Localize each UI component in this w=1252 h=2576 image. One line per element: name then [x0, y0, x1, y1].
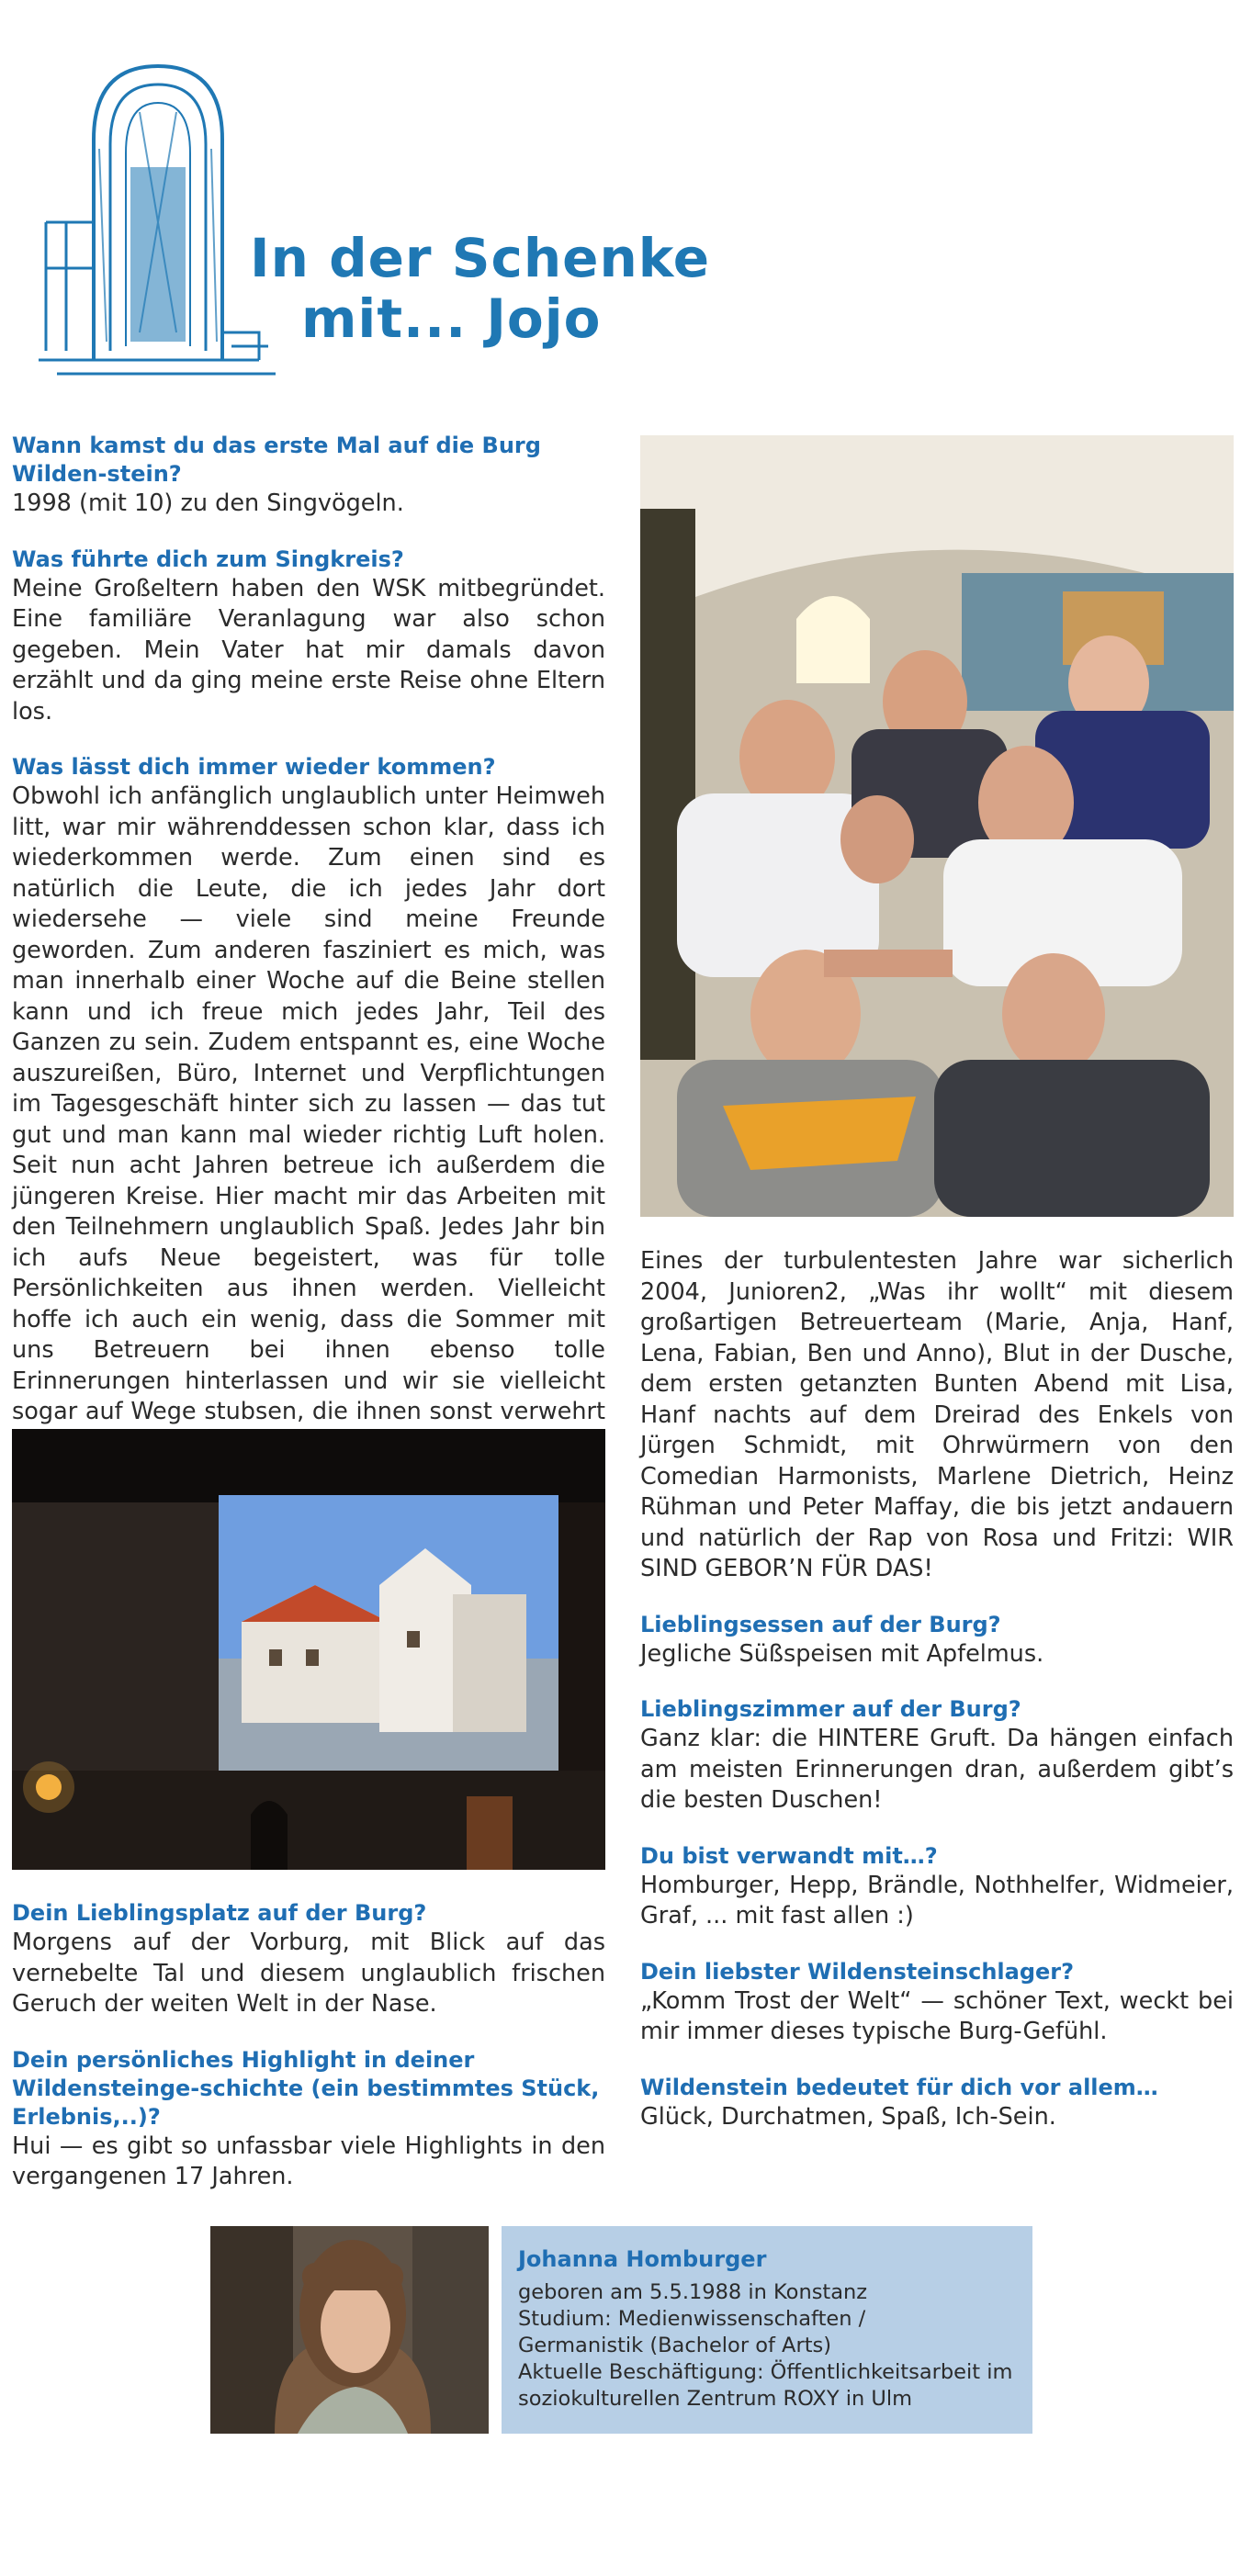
bio-line: Studium: Medienwissenschaften / — [518, 2307, 866, 2331]
answer: Morgens auf der Vorburg, mit Blick auf das vernebelte Tal und diesem unglaublich frischen Geruch der weiten Welt in der Nase. — [12, 1929, 605, 2018]
bio-line: Germanistik (Bachelor of Arts) — [518, 2334, 832, 2357]
bio-line: soziokulturellen Zentrum ROXY in Ulm — [518, 2387, 913, 2411]
question: Dein Lieblingsplatz auf der Burg? — [12, 1900, 427, 1926]
bio-line: geboren am 5.5.1988 in Konstanz — [518, 2280, 868, 2304]
answer: „Komm Trost der Welt“ — schöner Text, weckt bei mir immer dieses typische Burg-Gefühl. — [640, 1986, 1234, 2045]
answer: Glück, Durchatmen, Spaß, Ich-Sein. — [640, 2102, 1056, 2131]
question: Lieblingsessen auf der Burg? — [640, 1611, 1001, 1637]
title-line-1: In der Schenke — [250, 227, 711, 289]
bio-name: Johanna Homburger — [518, 2246, 767, 2272]
question: Was führte dich zum Singkreis? — [12, 546, 404, 572]
answer: Jegliche Süßspeisen mit Apfelmus. — [640, 1639, 1044, 1668]
bio-box — [502, 2226, 1032, 2434]
group-photo — [640, 435, 1234, 1217]
answer: Homburger, Hepp, Brändle, Nothhelfer, Widmeier, Graf, ... mit fast allen :) — [640, 1871, 1234, 1929]
page-title — [250, 228, 710, 349]
answer: Ganz klar: die HINTERE Gruft. Da hängen einfach am meisten Erinnerungen dran, außerdem gibt’s die besten Duschen! — [640, 1725, 1234, 1814]
question: Lieblingszimmer auf der Burg? — [640, 1696, 1021, 1722]
question: Dein persönliches Highlight in deiner Wildensteinge-schichte (ein bestimmtes Stück, Erlebnis,..)? — [12, 2046, 600, 2130]
answer: Hui — es gibt so unfassbar viele Highlights in den vergangenen 17 Jahren. — [12, 2132, 605, 2190]
question: Wann kamst du das erste Mal auf die Burg Wilden-stein? — [12, 433, 541, 487]
question: Du bist verwandt mit…? — [640, 1842, 938, 1869]
question: Dein liebster Wildensteinschlager? — [640, 1958, 1075, 1985]
portrait-photo — [210, 2226, 489, 2434]
right-column — [640, 1246, 1234, 2132]
highlight-story: Eines der turbulentesten Jahre war sicherlich 2004, Junioren2, „Was ihr wollt“ mit diesem großartigen Betreuerteam (Marie, Anja, Hanf, Lena, Fabian, Ben und Anno), Blut in der Dusche, dem ersten getanzten Bunten Abend mit Lisa, Hanf nachts auf dem Dreirad des Enkels von Jürgen Schmidt, mit Ohrwürmern von den Comedian Harmonists, Marlene Dietrich, Heinz Rühman und Peter Maffay, die bis jetzt andauern und natürlich der Rap von Rosa und Fritzi: WIR SIND GEBOR’N FÜR DAS! — [640, 1247, 1234, 1582]
title-line-2: mit... Jojo — [301, 287, 602, 350]
answer: Meine Großeltern haben den WSK mitbegründet. Eine familiäre Veranlagung war also schon gegeben. Mein Vater hat mir damals davon erzählt und da ging meine erste Reise ohne Eltern los. — [12, 574, 605, 726]
left-column — [12, 432, 605, 1490]
bio-line: Aktuelle Beschäftigung: Öffentlichkeitsarbeit im — [518, 2360, 1013, 2384]
doorway-logo-icon — [39, 57, 276, 380]
castle-projection-photo — [12, 1429, 605, 1870]
left-column-lower — [12, 1899, 605, 2193]
answer: 1998 (mit 10) zu den Singvögeln. — [12, 489, 404, 517]
question: Was lässt dich immer wieder kommen? — [12, 754, 496, 780]
answer: Obwohl ich anfänglich unglaublich unter Heimweh litt, war mir währenddessen schon klar, dass ich wiederkommen werde. Zum einen sind es natürlich die Leute, die ich jedes Jahr dort wiedersehe — viele sind meine Freunde geworden. Zum anderen fasziniert es mich, was man innerhalb einer Woche auf die Beine stellen kann und ich freue mich jedes Jahr, Teil des Ganzen zu sein. Zudem entspannt es, eine Woche auszureißen, Büro, Internet und Verpflichtungen im Tagesgeschäft hinter sich zu lassen — das tut gut und man kann mal wieder richtig Luft holen. Seit nun acht Jahren betreue ich außerdem die jüngeren Kreise. Hier macht mir das Arbeiten mit den Teilnehmern unglaublich Spaß. Jedes Jahr bin ich aufs Neue begeistert, was für tolle Persönlichkeiten aus ihnen werden. Vielleicht hoffe ich auch ein wenig, dass die Sommer mit uns Betreuern bei ihnen ebenso tolle Erinnerungen hinterlassen und wir sie vielleicht sogar auf Wege stubsen, die ihnen sonst verwehrt — [12, 782, 605, 1425]
question: Wildenstein bedeutet für dich vor allem… — [640, 2074, 1158, 2100]
